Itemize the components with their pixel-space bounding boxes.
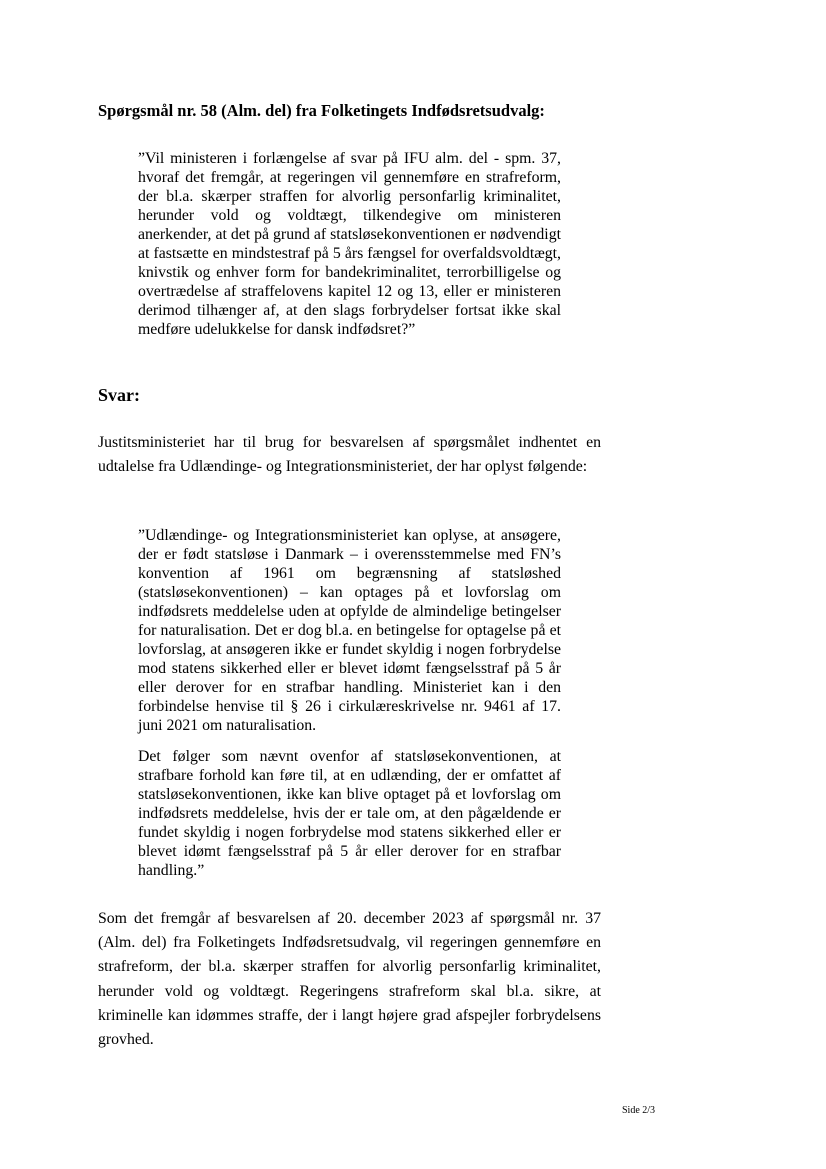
answer-quote [138,526,561,880]
intro-paragraph-text: Justitsministeriet har til brug for besvarelsen af spørgsmålet indhentet en udtalelse fra Udlændinge- og Integrationsministeriet, der har oplyst følgende: [98,434,601,476]
answer-quote-paragraph: Det følger som nævnt ovenfor af statsløsekonventionen, at strafbare forhold kan føre til, at en udlænding, der er omfattet af statsløsekonventionen, ikke kan blive optaget på et lovforslag om indfødsrets meddelelse, hvis der er tale om, at den pågældende er fundet skyldig i nogen forbrydelse mod statens sikkerhed eller er blevet idømt fængselsstraf på 5 år eller derover for en strafbar handling.” [138,748,561,879]
closing-paragraph-text: Som det fremgår af besvarelsen af 20. december 2023 af spørgsmål nr. 37 (Alm. del) fra Folketingets Indfødsretsudvalg, vil regeringen gennemføre en strafreform, der bl.a. skærper straffen for alvorlig personfarlig kriminalitet, herunder vold og voldtægt. Regeringens strafreform skal bl.a. sikre, at kriminelle kan idømmes straffe, der i langt højere grad afspejler forbrydelsens grovhed. [98,910,601,1049]
answer-quote-paragraph: ”Udlændinge- og Integrationsministeriet kan oplyse, at ansøgere, der er født statsløse i Danmark – i overensstemmelse med FN’s konvention af 1961 om begrænsning af statsløshed (statsløsekonventionen) – kan optages på et lovforslag om indfødsrets meddelelse uden at opfylde de almindelige betingelser for naturalisation. Det er dog bl.a. en betingelse for optagelse på et lovforslag, at ansøgeren ikke er fundet skyldig i nogen forbrydelse mod statens sikkerhed eller er blevet idømt fængselsstraf på 5 år eller derover for en strafbar handling. Ministeriet kan i den forbindelse henvise til § 26 i cirkulæreskrivelse nr. 9461 af 17. juni 2021 om naturalisation. [138,527,561,734]
question-quote [138,149,561,339]
closing-paragraph [98,907,601,1052]
intro-paragraph [98,431,601,479]
page-number: Side 2/3 [622,1105,656,1116]
question-quote-text: ”Vil ministeren i forlængelse af svar på IFU alm. del - spm. 37, hvoraf det fremgår, at regeringen vil gennemføre en strafreform, der bl.a. skærper straffen for alvorlig personfarlig kriminalitet, herunder vold og voldtægt, tilkendegive om ministeren anerkender, at det på grund af statsløsekonventionen er nødvendigt at fastsætte en mindstestraf på 5 års fængsel for overfaldsvoldtægt, knivstik og enhver form for bandekriminalitet, terrorbilligelse og overtrædelse af straffelovens kapitel 12 og 13, eller er ministeren derimod tilhænger af, at den slags forbrydelser fortsat ikke skal medføre udelukkelse for dansk indfødsret?” [138,150,561,338]
question-heading: Spørgsmål nr. 58 (Alm. del) fra Folketingets Indfødsretsudvalg: [98,101,545,120]
answer-heading: Svar: [98,385,140,405]
